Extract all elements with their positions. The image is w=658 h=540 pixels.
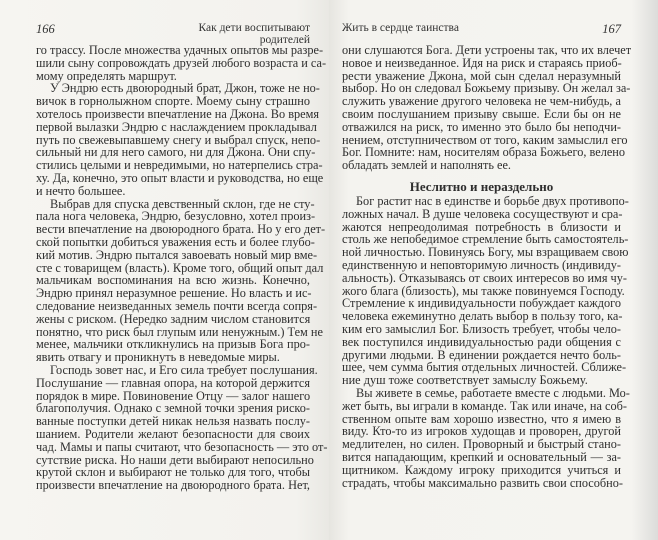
right-page <box>329 0 658 540</box>
text-line: своим послушанием призыву свыше. Если бы он не <box>342 106 621 121</box>
paragraph <box>342 385 630 490</box>
running-title: Жить в сердце таинства <box>342 22 459 34</box>
text-line: шее, чем сумма бытия отдельных личностей. Сближе- <box>342 360 627 375</box>
text-line: ной личностью. Повинуясь Богу, мы взращиваем свою <box>342 245 629 260</box>
text-line: ние душ тоже соответствует замыслу Божьему. <box>342 373 588 388</box>
text-line: обладать землей и наполнять ее. <box>342 158 512 173</box>
text-line: путь по свежевыпавшему снегу и выбрал спуск, непо- <box>36 132 321 147</box>
text-line: У Эндрю есть двоюродный брат, Джон, тоже не но- <box>50 81 320 96</box>
body-text <box>36 43 328 493</box>
text-line: щитником. Каждому игроку приходится учиться и <box>342 462 621 477</box>
text-line: Господь зовет нас, и Его сила требует послушания. <box>50 362 318 377</box>
text-line: мальчикам воспоминания на всю жизнь. Конечно, <box>36 273 310 288</box>
text-line: Выбрав для спуска девственный склон, где не сту- <box>50 196 315 211</box>
text-line: крутой склон и выбирают не только для того, чтобы <box>36 465 310 480</box>
text-line: нением, отступничеством от того, каким замыслил его <box>342 132 628 147</box>
text-line: Бог растит нас в единстве и борьбе двух противопо- <box>356 193 629 208</box>
text-line: шанием. Родители желают безопасности для своих <box>36 426 310 441</box>
text-line: Эндрю принял неразумное решение. Но власть и ис- <box>36 286 312 301</box>
text-line: хотелось произвести впечатление на Джона. Во время <box>36 106 320 121</box>
text-line: Послушание — главная опора, на которой держится <box>36 375 310 390</box>
page-number: 166 <box>36 22 55 36</box>
paragraph <box>342 193 629 388</box>
text-line: менее, мальчики откликнулись на призыв Бога про- <box>36 337 310 352</box>
paragraph <box>36 362 328 493</box>
section-heading: Неслитно и нераздельно <box>409 178 554 194</box>
text-line: рести уважение Джона, мой сын сделал неразумный <box>342 68 621 83</box>
text-line: кий мотив. Эндрю пытался завоевать новый мир вме- <box>36 247 318 262</box>
text-line: жены с риском. (Нередко задним числом становится <box>36 311 311 326</box>
text-line: первой вылазки Эндрю с наслаждением прокладывал <box>36 119 317 134</box>
text-line: выбор. Но он следовал Божьему призыву. Он желал за- <box>342 81 631 96</box>
text-line: другими людьми. В единении рождается нечто боль- <box>342 347 621 362</box>
text-line: пала нога человека, Эндрю, безусловно, хотел произ- <box>36 209 316 224</box>
text-line: Бог. Помните: нам, носителям образа Божьего, велено <box>342 145 626 160</box>
paragraph <box>36 81 324 198</box>
text-line: они слушаются Бога. Дети устроены так, что их влечет <box>342 43 632 57</box>
text-line: медлителен, но силен. Проворный и быстрый стано- <box>342 437 621 452</box>
paragraph <box>36 43 327 83</box>
page-number: 167 <box>602 22 621 36</box>
text-line: жого блага (близость), мы также повинуемся Господу. <box>342 283 625 298</box>
text-line: страдать, чтобы максимально развить свои способно- <box>342 475 623 490</box>
body-text <box>342 43 632 490</box>
text-line: ким его замыслил Бог. Близость требует, чтобы чело- <box>342 321 621 336</box>
text-line: явить отвагу и проникнуть в неведомые миры. <box>36 350 280 365</box>
text-line: вичок в горнолыжном спорте. Моему сыну страшно <box>36 94 310 109</box>
text-line: ложных начал. В душе человека сосуществуют и сра- <box>342 206 623 221</box>
text-line: го трассу. После множества удачных опытов мы разре- <box>36 43 324 57</box>
text-line: ху. Да, конечно, это опыт власти и руководства, но еще <box>36 170 324 185</box>
text-line: жет быть, вы играли в команде. Так или иначе, на соб- <box>342 398 627 413</box>
text-line: сутствие риска. Но наши дети выбирают непосильно <box>36 452 314 467</box>
text-line: сте с товарищем (власть). Кроме того, общий опыт дал <box>36 260 324 275</box>
text-line: следование неизведанных земель почти всегда сопря- <box>36 298 318 313</box>
text-line: ской попытки добиться уважения есть и более глубо- <box>36 234 315 249</box>
paragraph <box>342 43 632 173</box>
text-line: век поступился индивидуальностью ради общения с <box>342 334 621 349</box>
text-line: отважился на риск, то именно это было бы неподчи- <box>342 119 621 134</box>
text-line: жаются непреодолимая потребность в близости и <box>342 219 621 234</box>
text-line: альность). Отказываясь от своих интересов во имя чу- <box>342 270 627 285</box>
text-line: чад. Мамы и папы считают, что безопасность — это от- <box>36 439 328 454</box>
text-line: виду. Кто-то из игроков худощав и проворен, другой <box>342 424 621 439</box>
running-title: Как дети воспитывают родителей <box>198 22 310 46</box>
text-line: человека ежеминутно делать выбор в пользу того, ка- <box>342 309 623 324</box>
text-line: вится нападающим, крепкий и основательный — за- <box>342 449 621 464</box>
text-line: единственную и неповторимую личность (индивиду- <box>342 257 621 272</box>
text-line: произвести впечатление на двоюродного брата. Нет, <box>36 478 310 493</box>
paragraph <box>36 196 326 365</box>
text-line: благополучия. Однако с земной точки зрения риско- <box>36 401 310 416</box>
text-line: мому определять маршрут. <box>36 68 177 83</box>
text-line: порядок в мире. Повиновение Отцу — залог нашего <box>36 388 311 403</box>
text-line: шили сыну сопровождать друзей любого возраста и са- <box>36 55 327 70</box>
text-line: ственном опыте вам хорошо известно, что я имею в <box>342 411 621 426</box>
text-line: вести впечатление на двоюродного брата. Но у его дет- <box>36 222 326 237</box>
text-line: понятно, что риск был глупым или ненужным.) Тем не <box>36 324 323 339</box>
text-line: и нечто большее. <box>36 183 126 198</box>
text-line: стились целыми и невредимыми, но натерпелись стра- <box>36 158 323 173</box>
text-line: сильный ни для него самого, ни для Джона. Они спу- <box>36 145 316 160</box>
text-line: ванные поступки детей никак нельзя назвать послу- <box>36 414 310 429</box>
text-line: служить уважение другого человека не чем-нибудь, а <box>342 94 621 109</box>
text-line: Стремление к индивидуальности побуждает каждого <box>342 296 621 311</box>
text-line: Вы живете в семье, работаете вместе с людьми. Мо- <box>356 385 630 400</box>
text-line: новое и неизведанное. Идя на риск и стараясь приоб- <box>342 55 622 70</box>
text-line: столь же непобедимое стремление быть самостоятель- <box>342 232 629 247</box>
